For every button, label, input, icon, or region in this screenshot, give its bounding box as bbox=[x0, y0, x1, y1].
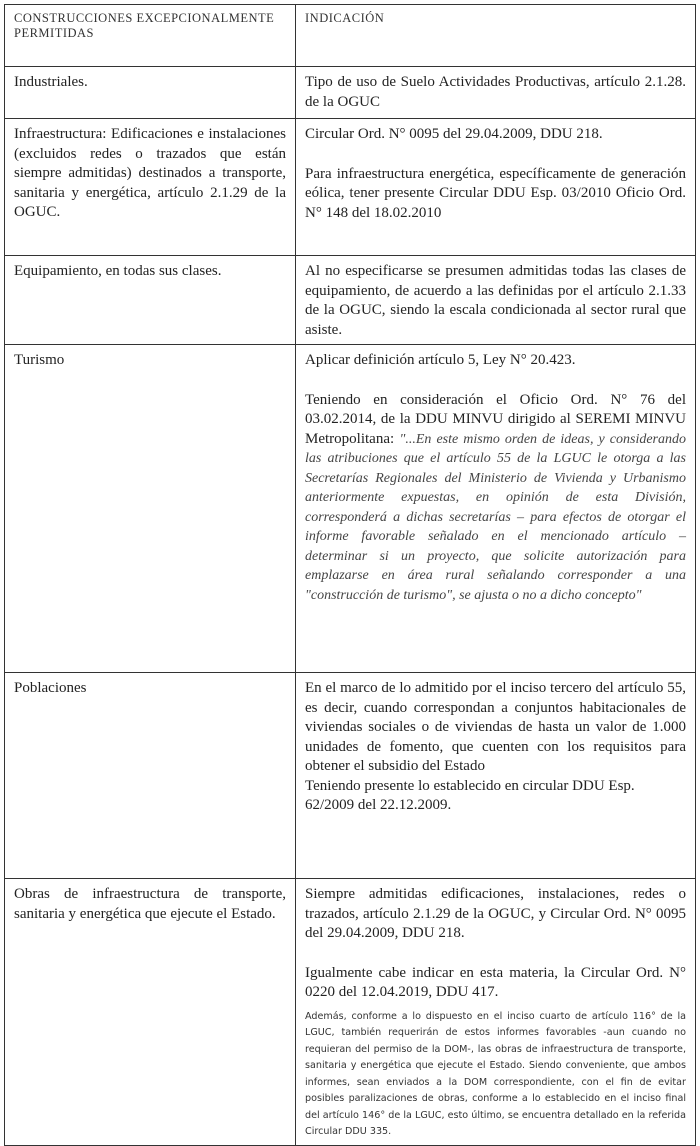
row-label: Infraestructura: Edificaciones e instalaciones (excluidos redes o trazados que están siempre admitidas) destinados a transporte, sanitaria y energética, artículo 2.1.29 de la OGUC. bbox=[5, 119, 296, 256]
row-indicacion bbox=[296, 67, 696, 119]
indicacion-text: Igualmente cabe indicar en esta materia, la Circular Ord. N° 0220 del 12.04.2019, DDU 417. bbox=[305, 964, 686, 1000]
indicacion-text: Circular Ord. N° 0095 del 29.04.2009, DDU 218. bbox=[305, 126, 603, 142]
indicacion-text: Aplicar definición artículo 5, Ley N° 20.423. bbox=[305, 352, 576, 368]
row-indicacion bbox=[296, 673, 696, 879]
table-row bbox=[5, 67, 696, 119]
row-label: Poblaciones bbox=[5, 673, 296, 879]
indicacion-text: En el marco de lo admitido por el inciso tercero del artículo 55, es decir, cuando correspondan a conjuntos habitacionales de viviendas sociales o de viviendas de hasta un valor de 1.000 unidades de fomento, que cuenten con los requisitos para obtener el subsidio del Estado bbox=[305, 680, 686, 774]
table-row bbox=[5, 345, 696, 673]
row-label: Equipamiento, en todas sus clases. bbox=[5, 256, 296, 345]
row-label: Obras de infraestructura de transporte, sanitaria y energética que ejecute el Estado. bbox=[5, 879, 296, 1146]
indicacion-text bbox=[305, 391, 686, 606]
row-label: Turismo bbox=[5, 345, 296, 673]
row-label: Industriales. bbox=[5, 67, 296, 119]
construcciones-table bbox=[4, 4, 696, 1146]
oficio-quote: "...En este mismo orden de ideas, y considerando las atribuciones que el artículo 55 de la LGUC le otorga a las Secretarías Regionales del Ministerio de Vivienda y Urbanismo anteriormente expuestas, en opinión de esta División, corresponderá a dichas secretarías – para efectos de otorgar el informe favorable señalado en el mencionado artículo – determinar si un proyecto, que solicite autorización para emplazarse en área rural señalando corresponder a una "construcción de turismo", se ajusta o no a dicho concepto" bbox=[305, 431, 686, 603]
table-row bbox=[5, 256, 696, 345]
indicacion-text: Siempre admitidas edificaciones, instalaciones, redes o trazados, artículo 2.1.29 de la OGUC, y Circular Ord. N° 0095 del 29.04.2009, DDU 218. bbox=[305, 886, 686, 941]
indicacion-note: Además, conforme a lo dispuesto en el inciso cuarto de artículo 116° de la LGUC, también requerirán de estos informes favorables -aun cuando no requieran del permiso de la DOM-, las obras de infraestructura de transporte, sanitaria y energética que ejecute el Estado. Siendo conveniente, que ambos informes, sean enviados a la DOM correspondiente, con el fin de evitar posibles paralizaciones de obras, conforme a lo establecido en el inciso final del artículo 146° de la LGUC, esto último, se encuentra detallado en la referida Circular DDU 335. bbox=[305, 1010, 686, 1137]
header-indicacion: INDICACIÓN bbox=[296, 5, 696, 67]
table-header-row bbox=[5, 5, 696, 67]
indicacion-text: Al no especificarse se presumen admitidas todas las clases de equipamiento, de acuerdo a las definidas por el artículo 2.1.33 de la OGUC, siendo la escala condicionada al sector rural que asiste. bbox=[305, 263, 686, 338]
table-row bbox=[5, 119, 696, 256]
table-row bbox=[5, 673, 696, 879]
row-indicacion bbox=[296, 879, 696, 1146]
indicacion-text: Teniendo presente lo establecido en circular DDU Esp. 62/2009 del 22.12.2009. bbox=[305, 777, 635, 813]
header-construcciones: CONSTRUCCIONES EXCEPCIONALMENTE PERMITIDAS bbox=[5, 5, 296, 67]
row-indicacion bbox=[296, 256, 696, 345]
oficio-intro: Teniendo en consideración el Oficio Ord. N° 76 del 03.02.2014, de la DDU MINVU dirigido al SEREMI MINVU Metropolitana: bbox=[305, 391, 686, 447]
table-row bbox=[5, 879, 696, 1146]
row-indicacion bbox=[296, 119, 696, 256]
indicacion-text: Tipo de uso de Suelo Actividades Productivas, artículo 2.1.28. de la OGUC bbox=[305, 74, 686, 110]
row-indicacion bbox=[296, 345, 696, 673]
indicacion-text: Para infraestructura energética, específicamente de generación eólica, tener presente Circular DDU Esp. 03/2010 Oficio Ord. N° 148 del 18.02.2010 bbox=[305, 165, 686, 221]
